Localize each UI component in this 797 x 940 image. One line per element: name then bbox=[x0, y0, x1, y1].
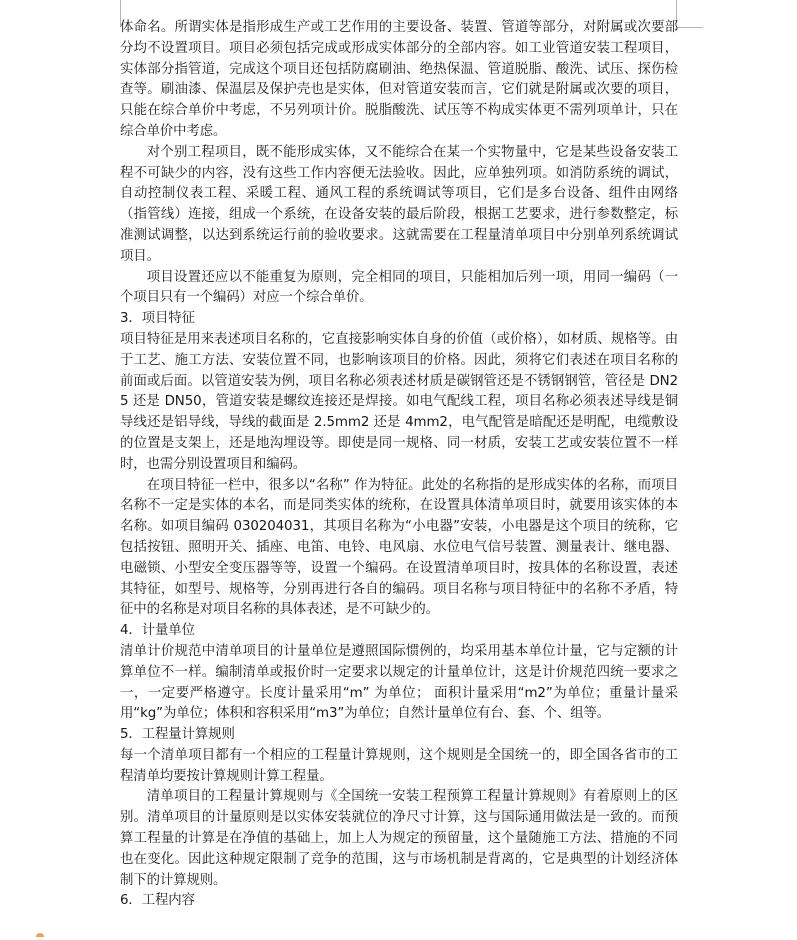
document-body bbox=[120, 18, 678, 912]
body-paragraph: 清单项目的工程量计算规则与《全国统一安装工程预算工程量计算规则》有着原则上的区别。清单项目的计量原则是以实体安装就位的净尺寸计算，这与国际通用做法是一致的。而预算工程量的计算是在净值的基础上，加上人为规定的预留量，这个量随施工方法、措施的不同也在变化。因此这种规定限制了竞争的范围，这与市场机制是背离的，它是典型的计划经济体制下的计算规则。 bbox=[120, 789, 678, 888]
body-paragraph: 对个别工程项目，既不能形成实体，又不能综合在某一个实物量中，它是某些设备安装工程不可缺少的内容，没有这些工作内容便无法验收。因此，应单独列项。如消防系统的调试，自动控制仪表工程、采暖工程、通风工程的系统调试等项目，它们是多台设备、组件由网络（指管线）连接，组成一个系统，在设备安装的最后阶段，根据工艺要求，进行参数整定，标准测试调整，以达到系统运行前的验收要求。这就需要在工程量清单项目中分别单列系统调试项目。 bbox=[120, 144, 678, 264]
section-heading: 5．工程量计算规则 bbox=[120, 727, 235, 743]
body-paragraph: 项目设置还应以不能重复为原则，完全相同的项目，只能相加后列一项，用同一编码（一个项目只有一个编码）对应一个综合单价。 bbox=[120, 269, 678, 306]
section-heading: 6．工程内容 bbox=[120, 893, 195, 909]
corner-mark bbox=[36, 933, 44, 937]
body-paragraph: 清单计价规范中清单项目的计量单位是遵照国际惯例的，均采用基本单位计量，它与定额的计算单位不一样。编制清单或报价时一定要求以规定的计量单位计，这是计价规范四统一要求之一，一定要严格遵守。长度计量采用“m” 为单位； 面积计量采用“m2”为单位；重量计量采用“kg”为单位；体积和容积采用“m3”为单位；自然计量单位有台、套、个、组等。 bbox=[120, 643, 678, 722]
section-heading: 3．项目特征 bbox=[120, 311, 195, 327]
crop-mark-right-horizontal bbox=[677, 27, 703, 28]
body-paragraph: 项目特征是用来表述项目名称的，它直接影响实体自身的价值（或价格），如材质、规格等。由于工艺、施工方法、安装位置不同，也影响该项目的价格。因此，须将它们表述在项目名称的前面或后面。以管道安装为例，项目名称必须表述材质是碳钢管还是不锈钢钢管，管径是 DN25 还是 DN50，管道安装是螺纹连接还是焊接。如电气配线工程，项目名称必须表述导线是铜导线还是铝导线，导线的截面是 2.5mm2 还是 4mm2，电气配管是暗配还是明配，电缆敷设的位置是支架上，还是地沟埋设等。即使是同一规格、同一材质，安装工艺或安装位置不一样时，也需分别设置项目和编码。 bbox=[120, 331, 678, 472]
body-paragraph: 体命名。所谓实体是指形成生产或工艺作用的主要设备、装置、管道等部分，对附属或次要部分均不设置项目。项目必须包括完成或形成实体部分的全部内容。如工业管道安装工程项目，实体部分指管道，完成这个项目还包括防腐刷油、绝热保温、管道脱脂、酸洗、试压、探伤检查等。刷油漆、保温层及保护壳也是实体，但对管道安装而言，它们就是附属或次要的项目，只能在综合单价中考虑，不另列项计价。脱脂酸洗、试压等不构成实体更不需列项单计，只在综合单价中考虑。 bbox=[120, 20, 678, 139]
body-paragraph: 在项目特征一栏中，很多以“名称” 作为特征。此处的名称指的是形成实体的名称，而项目名称不一定是实体的本名，而是同类实体的统称，在设置具体清单项目时，就要用该实体的本名称。如项目编码 030204031，其项目名称为“小电器”安装，小电器是这个项目的统称，它包括按钮、照明开关、插座、电笛、电铃、电风扇、水位电气信号装置、测量表计、继电器、电磁锁、小型安全变压器等等，设置一个编码。在设置清单项目时，按具体的名称设置，表述其特征，如型号、规格等，分别再进行各自的编码。项目名称与项目特征中的名称不矛盾，特征中的名称是对项目名称的具体表述，是不可缺少的。 bbox=[120, 477, 678, 618]
body-paragraph: 每一个清单项目都有一个相应的工程量计算规则，这个规则是全国统一的，即全国各省市的工程清单均要按计算规则计算工程量。 bbox=[120, 747, 678, 784]
section-heading: 4．计量单位 bbox=[120, 623, 195, 639]
